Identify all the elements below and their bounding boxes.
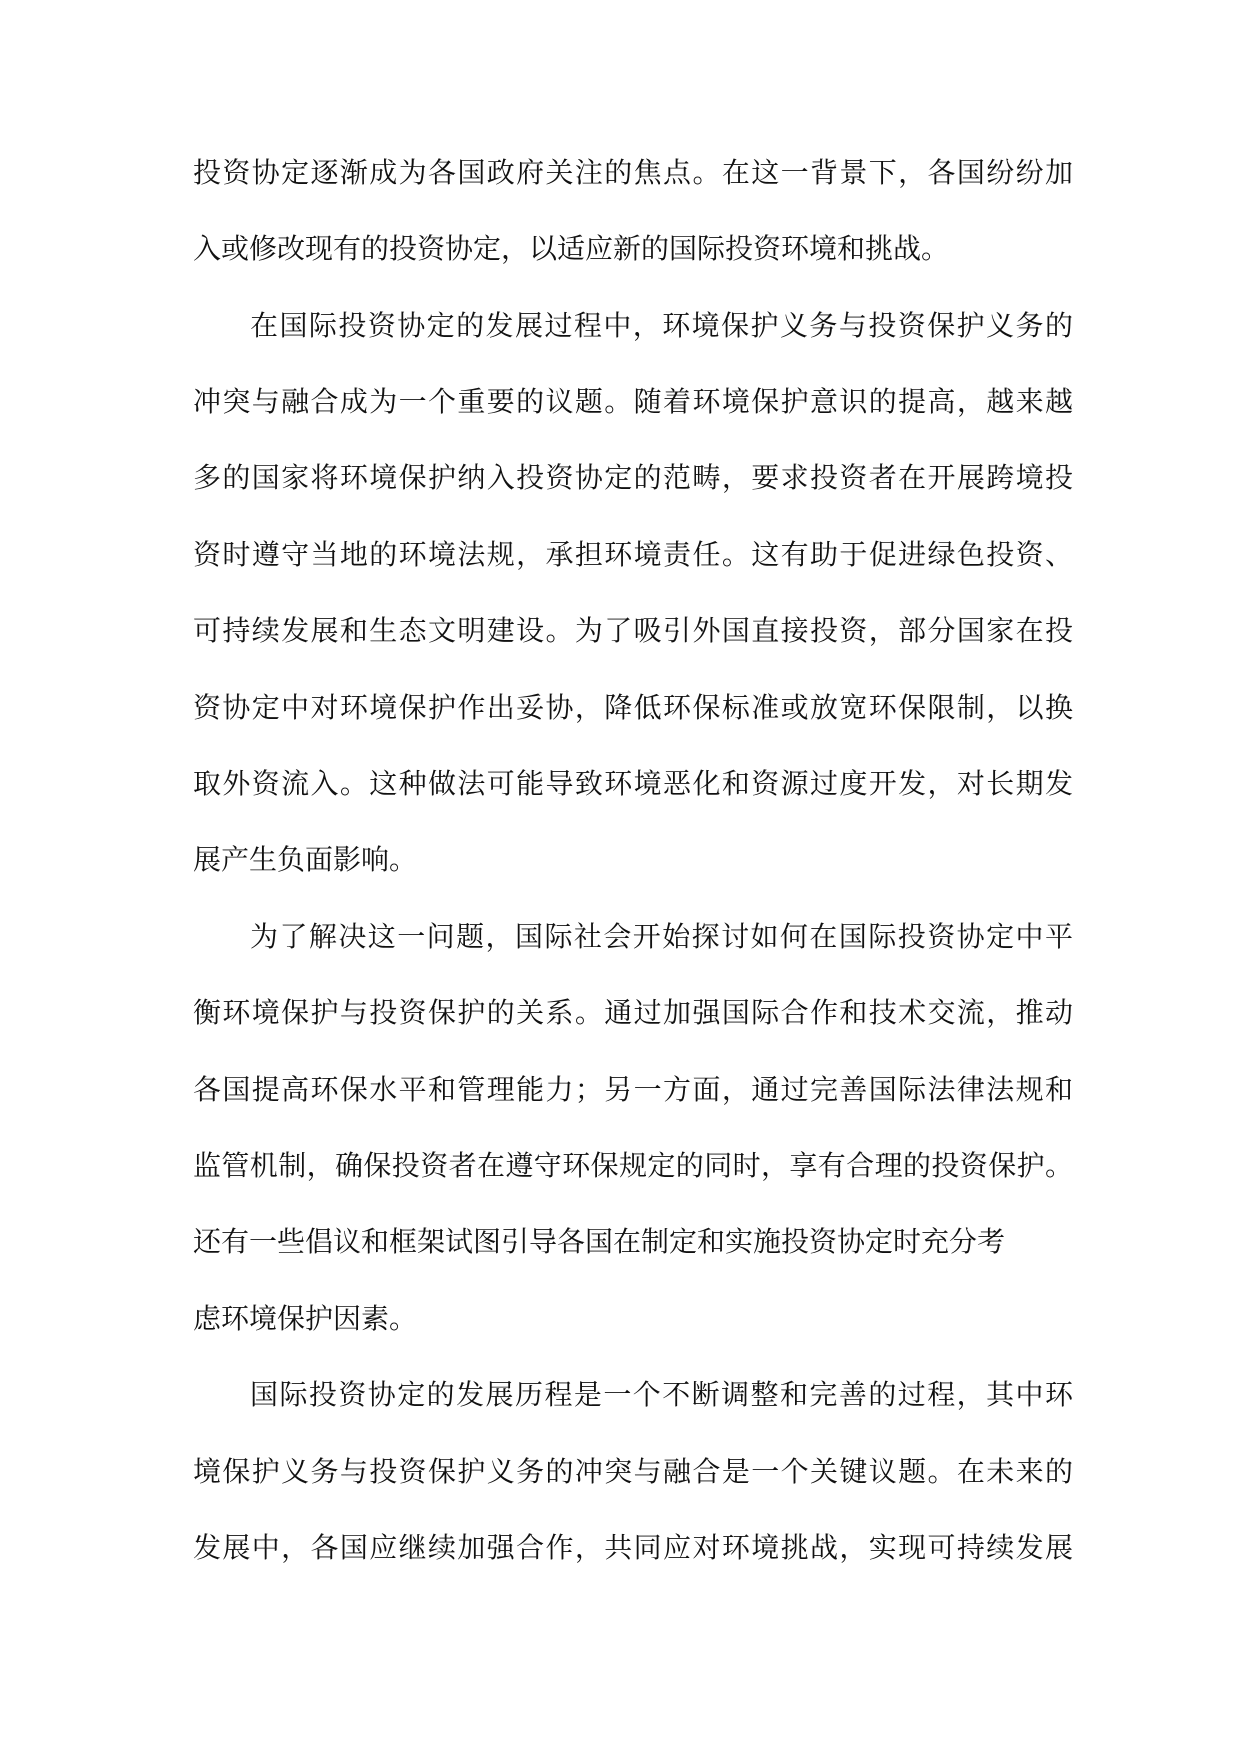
text-line: 发展中，各国应继续加强合作，共同应对环境挑战，实现可持续发展 [193, 1531, 1073, 1564]
paragraph-first-line: 国际投资协定的发展历程是一个不断调整和完善的过程，其中环 [250, 1378, 1073, 1411]
text-line: 取外资流入。这种做法可能导致环境恶化和资源过度开发，对长期发 [193, 767, 1073, 800]
text-line: 衡环境保护与投资保护的关系。通过加强国际合作和技术交流，推动 [193, 996, 1073, 1029]
text-line: 监管机制，确保投资者在遵守环保规定的同时，享有合理的投资保护。 [193, 1149, 1073, 1182]
text-line: 各国提高环保水平和管理能力；另一方面，通过完善国际法律法规和 [193, 1073, 1073, 1106]
text-line: 资协定中对环境保护作出妥协，降低环保标准或放宽环保限制，以换 [193, 691, 1073, 724]
text-line: 虑环境保护因素。 [193, 1302, 418, 1335]
text-line: 资时遵守当地的环境法规，承担环境责任。这有助于促进绿色投资、 [193, 538, 1073, 571]
paragraph-first-line: 为了解决这一问题，国际社会开始探讨如何在国际投资协定中平 [250, 920, 1073, 953]
text-line: 境保护义务与投资保护义务的冲突与融合是一个关键议题。在未来的 [193, 1455, 1073, 1488]
text-line: 展产生负面影响。 [193, 843, 418, 876]
text-line: 可持续发展和生态文明建设。为了吸引外国直接投资，部分国家在投 [193, 614, 1073, 647]
text-line: 入或修改现有的投资协定，以适应新的国际投资环境和挑战。 [193, 232, 950, 265]
text-line: 投资协定逐渐成为各国政府关注的焦点。在这一背景下，各国纷纷加 [193, 156, 1073, 189]
paragraph-first-line: 在国际投资协定的发展过程中，环境保护义务与投资保护义务的 [250, 309, 1073, 342]
text-line: 多的国家将环境保护纳入投资协定的范畴，要求投资者在开展跨境投 [193, 461, 1073, 494]
text-line: 还有一些倡议和框架试图引导各国在制定和实施投资协定时充分考 [193, 1225, 1006, 1258]
text-line: 冲突与融合成为一个重要的议题。随着环境保护意识的提高，越来越 [193, 385, 1073, 418]
